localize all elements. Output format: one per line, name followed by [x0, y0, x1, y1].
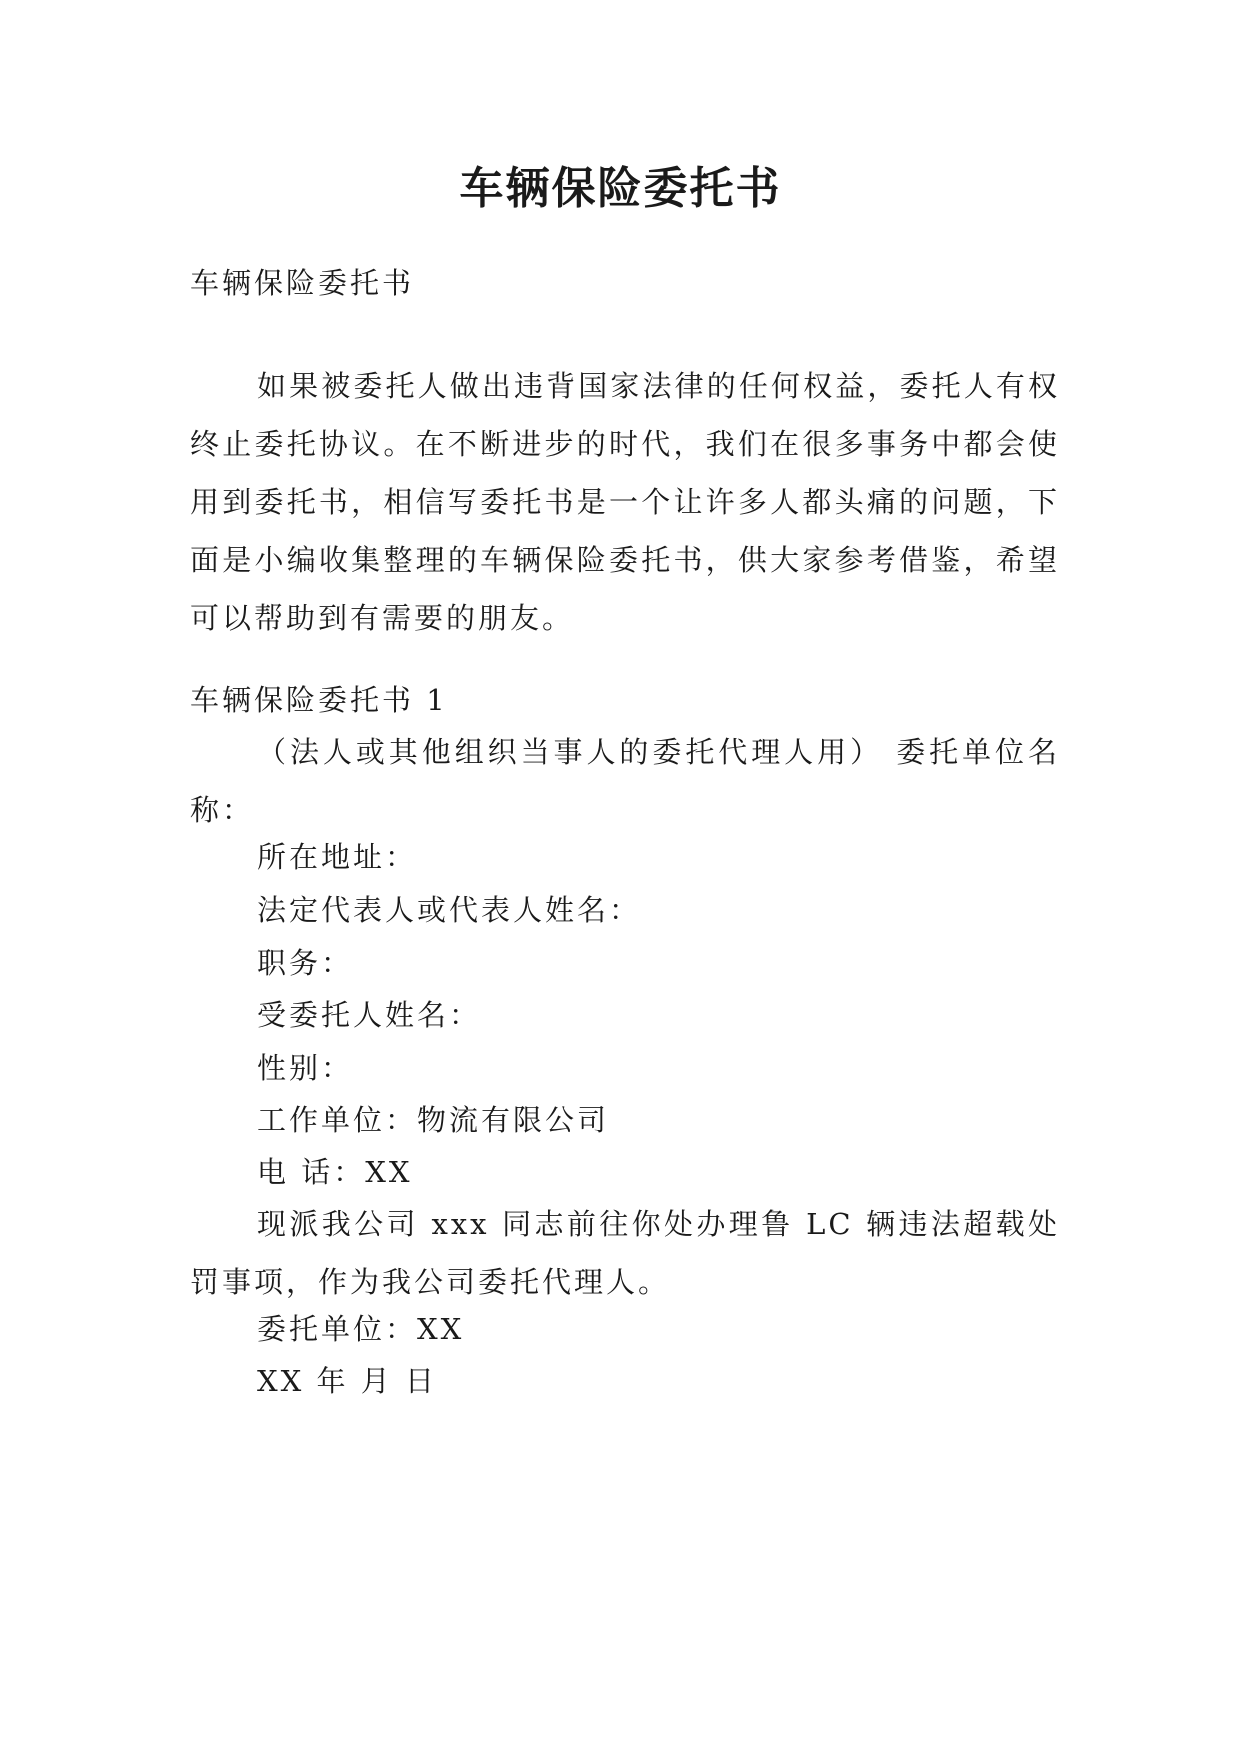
principal-line: 委托单位：XX: [257, 1312, 465, 1346]
position-line: 职务：: [257, 946, 354, 980]
address-line: 所在地址：: [257, 840, 418, 874]
opening-paragraph: （法人或其他组织当事人的委托代理人用） 委托单位名称：: [190, 735, 1060, 827]
gender-line: 性别：: [257, 1051, 354, 1085]
assignment-paragraph: 现派我公司 xxx 同志前往你处办理鲁 LC 辆违法超载处罚事项，作为我公司委托代理人。: [190, 1207, 1060, 1299]
legal-rep-line: 法定代表人或代表人姓名：: [257, 893, 642, 927]
intro-paragraph: 如果被委托人做出违背国家法律的任何权益，委托人有权终止委托协议。在不断进步的时代，我们在很多事务中都会使用到委托书，相信写委托书是一个让许多人都头痛的问题，下面是小编收集整理的车辆保险委托书，供大家参考借鉴，希望可以帮助到有需要的朋友。: [190, 369, 1060, 635]
document-title: 车辆保险委托书: [459, 163, 782, 214]
employer-line: 工作单位：物流有限公司: [257, 1103, 610, 1137]
agent-name-line: 受委托人姓名：: [257, 998, 482, 1032]
section-heading: 车辆保险委托书 1: [190, 683, 448, 717]
date-line: XX 年 月 日: [257, 1364, 437, 1398]
document-subtitle: 车辆保险委托书: [190, 266, 415, 300]
phone-line: 电 话：XX: [257, 1155, 413, 1189]
